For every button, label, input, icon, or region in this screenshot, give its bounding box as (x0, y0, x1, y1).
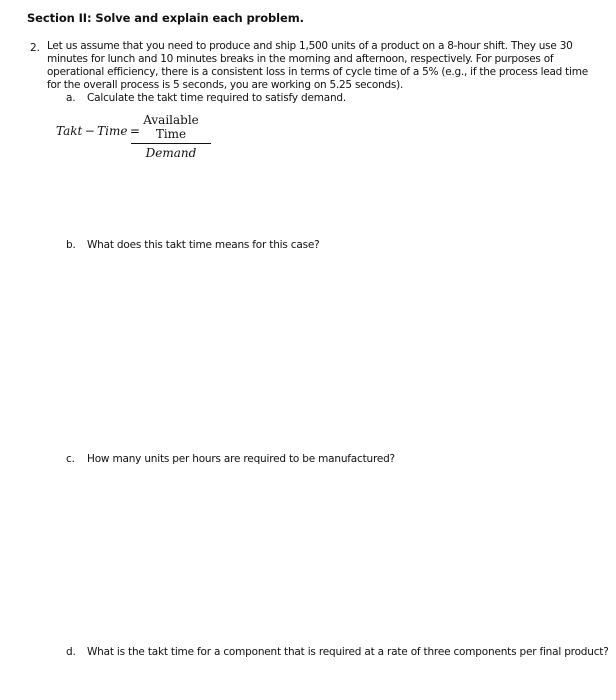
part-c-text: How many units per hours are required to be manufactured? (87, 453, 395, 465)
part-a-text: Calculate the takt time required to satisfy demand. (87, 92, 347, 104)
part-c (66, 453, 395, 465)
formula-numerator: Available Time (143, 113, 199, 141)
part-d-text: What is the takt time for a component that is required at a rate of three components per final product? (87, 646, 609, 658)
section-heading: Section II: Solve and explain each problem. (27, 11, 304, 25)
part-b-text: What does this takt time means for this case? (87, 239, 320, 251)
part-a (66, 92, 346, 104)
part-c-letter: c. (66, 453, 75, 465)
question-number: 2. (30, 42, 41, 54)
formula-fraction (130, 113, 212, 160)
takt-time-formula (56, 113, 226, 160)
part-b-letter: b. (66, 239, 76, 251)
formula-lhs: Takt − Time = (56, 124, 140, 138)
question-text: Let us assume that you need to produce and ship 1,500 units of a product on a 8-hour shift. They use 30 minutes for lunch and 10 minutes breaks in the morning and afternoon, respectively. For purposes of operational efficiency, there is a consistent loss in terms of cycle time of a 5% (e.g., if the process lead time for the overall process is 5 seconds, you are working on 5.25 seconds). (47, 40, 588, 91)
part-b (66, 239, 320, 251)
part-a-letter: a. (66, 92, 76, 104)
part-d (66, 646, 609, 658)
part-d-letter: d. (66, 646, 76, 658)
formula-denominator: Demand (145, 146, 197, 160)
